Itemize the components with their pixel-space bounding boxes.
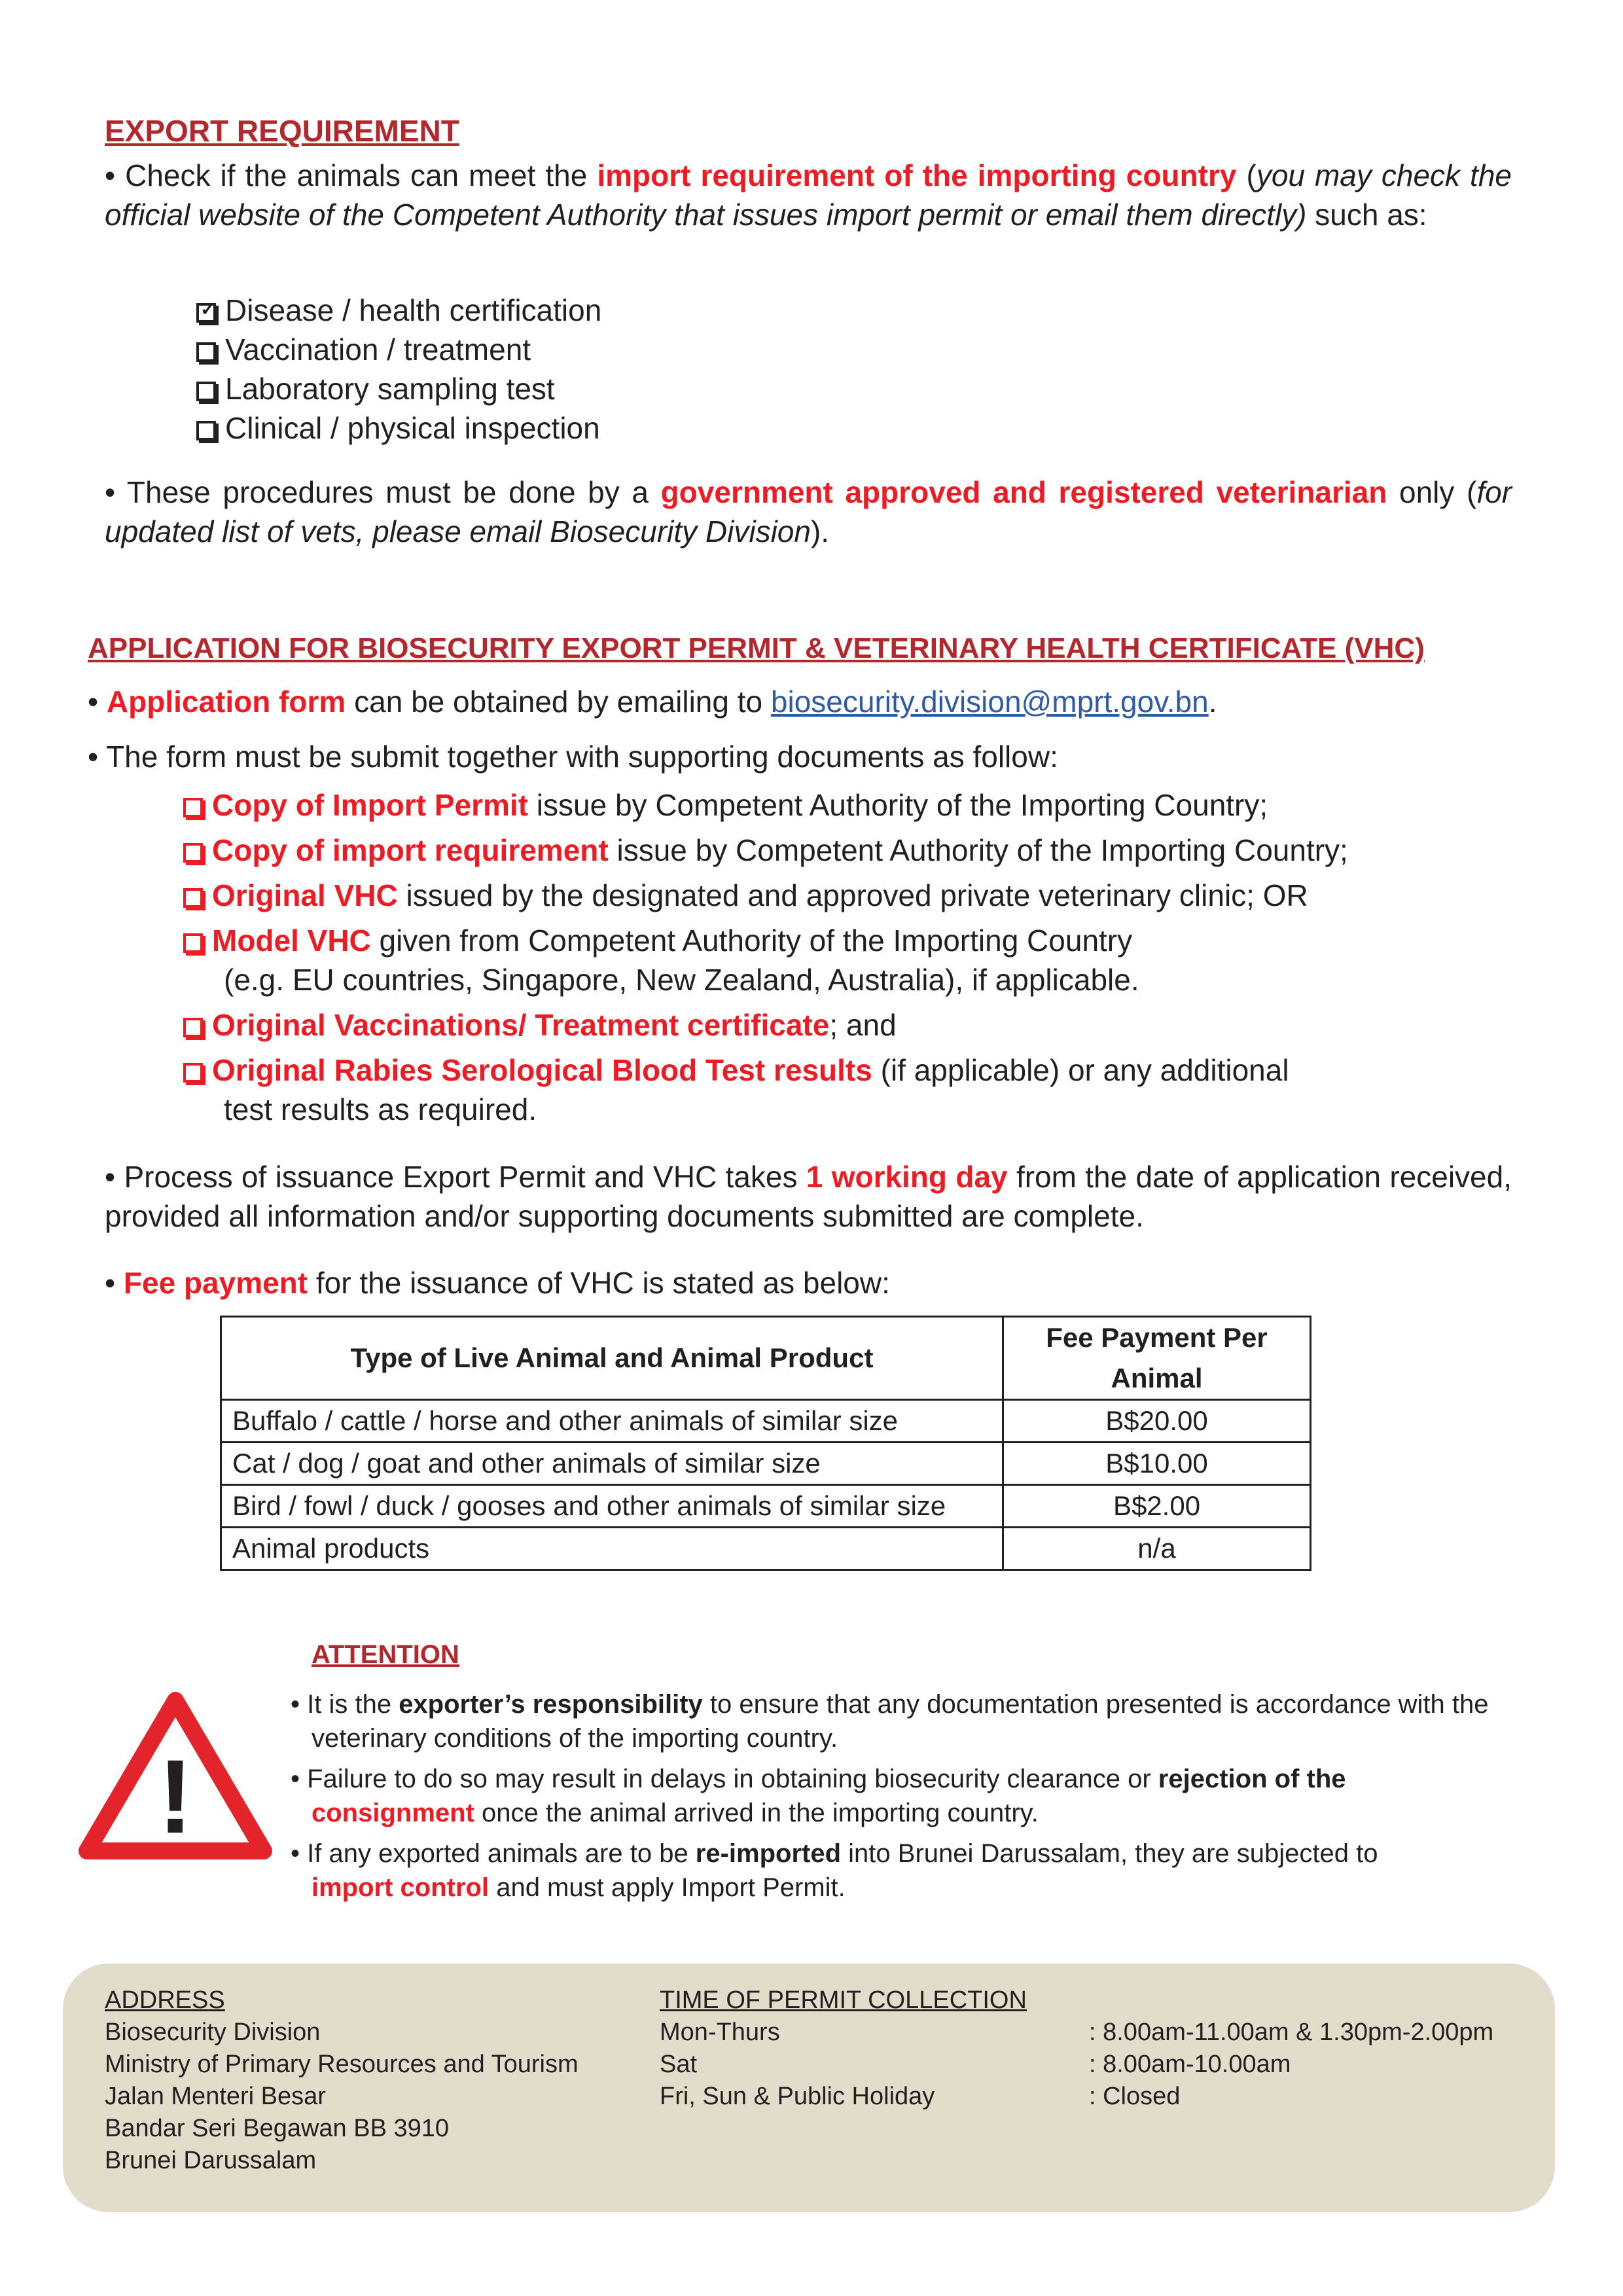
address-block [105, 1984, 579, 2177]
bullet: • [88, 685, 107, 719]
schedule-hours: : 8.00am-11.00am & 1.30pm-2.00pm [1089, 2018, 1494, 2046]
fee-cell: B$10.00 [1003, 1443, 1311, 1485]
table-row [221, 1443, 1311, 1485]
animal-type-cell: Cat / dog / goat and other animals of similar size [221, 1443, 1003, 1485]
checkbox-icon [196, 421, 216, 440]
fee-cell: n/a [1003, 1528, 1311, 1570]
document-item-continued: (e.g. EU countries, Singapore, New Zealand, Australia), if applicable. [224, 963, 1139, 997]
schedule-days: Mon-Thurs [660, 2018, 780, 2046]
health-checklist [196, 291, 601, 448]
checklist-item: ✓ Disease / health certification [196, 291, 601, 330]
attention-item: • It is the exporter’s responsibility to ensure that any documentation presented is accordance with the veterinary conditions of the importing country. [291, 1690, 1489, 1753]
checkbox-icon [183, 888, 203, 908]
export-paragraph-1: • Check if the animals can meet the import requirement of the importing country (you may check the official website of the Competent Authority that issues import permit or email them directly) such as: [105, 158, 1512, 232]
document-item: Original Rabies Serological Blood Test results (if applicable) or any additional [183, 1050, 1348, 1090]
schedule-days: Fri, Sun & Public Holiday [660, 2083, 935, 2110]
checkbox-icon [196, 342, 216, 362]
bullet: • [105, 1266, 124, 1300]
animal-type-cell: Bird / fowl / duck / gooses and other animals of similar size [221, 1485, 1003, 1528]
checkbox-icon [183, 933, 203, 953]
bullet: • [291, 1839, 308, 1868]
address-line: Biosecurity Division [105, 2018, 321, 2046]
collection-time-heading: TIME OF PERMIT COLLECTION [660, 1986, 1027, 2014]
attention-item: • Failure to do so may result in delays in obtaining biosecurity clearance or rejection of the consignment once the animal arrived in the importing country. [291, 1765, 1346, 1827]
bullet: • [105, 1160, 124, 1194]
checkbox-icon [183, 798, 203, 817]
schedule-hours: : Closed [1089, 2083, 1181, 2110]
checkbox-icon [196, 382, 216, 401]
checkbox-icon [183, 1018, 203, 1037]
address-heading: ADDRESS [105, 1986, 225, 2014]
checklist-item: Clinical / physical inspection [196, 408, 601, 448]
bullet: • [105, 158, 126, 192]
document-item-continued: test results as required. [224, 1092, 537, 1126]
table-row [221, 1528, 1311, 1570]
warning-triangle-icon [77, 1687, 274, 1864]
supporting-docs-intro: • The form must be submit together with supporting documents as follow: [88, 740, 1058, 774]
schedule-hours: : 8.00am-10.00am [1089, 2051, 1291, 2078]
bullet: • [291, 1765, 308, 1793]
checkbox-icon [183, 843, 203, 863]
column-header-fee: Fee Payment Per Animal [1003, 1317, 1311, 1400]
address-line: Jalan Menteri Besar [105, 2083, 326, 2110]
animal-type-cell: Animal products [221, 1528, 1003, 1570]
application-heading: APPLICATION FOR BIOSECURITY EXPORT PERMIT & VETERINARY HEALTH CERTIFICATE (VHC) [88, 632, 1425, 664]
checked-box-icon: ✓ [196, 303, 216, 323]
checklist-item: Laboratory sampling test [196, 369, 601, 408]
address-line: Bandar Seri Begawan BB 3910 [105, 2115, 450, 2142]
exclamation-mark: ! [158, 1738, 193, 1855]
process-paragraph: • Process of issuance Export Permit and VHC takes 1 working day from the date of application received, provided all information and/or supporting documents submitted are complete. [105, 1160, 1512, 1233]
animal-type-cell: Buffalo / cattle / horse and other animals of similar size [221, 1400, 1003, 1443]
export-requirement-heading: EXPORT REQUIREMENT [105, 114, 459, 148]
table-row [221, 1400, 1311, 1443]
bullet: • [88, 740, 107, 774]
supporting-docs-list [183, 785, 1348, 1129]
table-header-row [221, 1317, 1311, 1400]
table-row [221, 1485, 1311, 1528]
collection-hours-block [1089, 2017, 1493, 2113]
fee-payment-bullet: • Fee payment for the issuance of VHC is stated as below: [105, 1266, 890, 1300]
address-line: Ministry of Primary Resources and Tourism [105, 2051, 579, 2078]
email-link[interactable]: biosecurity.division@mprt.gov.bn [770, 685, 1209, 719]
address-line: Brunei Darussalam [105, 2147, 317, 2174]
document-item: Original Vaccinations/ Treatment certificate; and [183, 1005, 1348, 1045]
document-item: Original VHC issued by the designated and approved private veterinary clinic; OR [183, 876, 1348, 915]
fee-cell: B$20.00 [1003, 1400, 1311, 1443]
bullet: • [105, 475, 127, 509]
fee-cell: B$2.00 [1003, 1485, 1311, 1528]
attention-item: • If any exported animals are to be re-imported into Brunei Darussalam, they are subjected to import control and must apply Import Permit. [291, 1839, 1378, 1902]
bullet: • [291, 1690, 308, 1719]
export-paragraph-2: • These procedures must be done by a government approved and registered veterinarian only (for updated list of vets, please email Biosecurity Division). [105, 475, 1512, 548]
attention-list [291, 1687, 1521, 1905]
document-item: Model VHC given from Competent Authority of the Importing Country [183, 921, 1348, 960]
schedule-days: Sat [660, 2051, 698, 2078]
document-item: Copy of import requirement issue by Competent Authority of the Importing Country; [183, 831, 1348, 870]
fee-table [220, 1316, 1311, 1571]
attention-heading: ATTENTION [312, 1640, 459, 1669]
checklist-item: Vaccination / treatment [196, 330, 601, 369]
document-item: Copy of Import Permit issue by Competent Authority of the Importing Country; [183, 785, 1348, 825]
collection-time-block [660, 1984, 1027, 2113]
checkbox-icon [183, 1063, 203, 1083]
column-header-type: Type of Live Animal and Animal Product [221, 1317, 1003, 1400]
application-form-bullet: • Application form can be obtained by emailing to biosecurity.division@mprt.gov.bn. [88, 685, 1217, 719]
